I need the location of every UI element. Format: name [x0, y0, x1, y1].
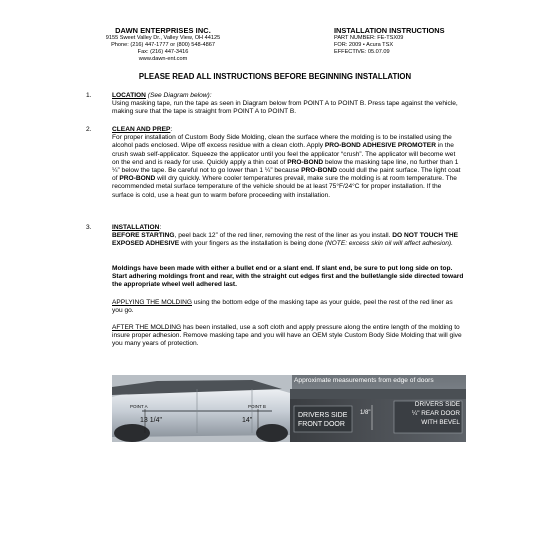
main-title: PLEASE READ ALL INSTRUCTIONS BEFORE BEGINNING INSTALLATION: [138, 72, 412, 81]
installation-diagram: [112, 375, 466, 442]
front-door-measure: 1/8": [360, 410, 371, 416]
moldings-note: Moldings have been made with either a bullet end or a slant end. If slant end, be sure to put long side on top. Start adhering moldings front and rear, with the straight cut edges first and the bullet/angle side directed toward the appropriate wheel well adhered last.: [112, 265, 464, 289]
company-phone: Phone: (216) 447-1777 or (800) 548-4867: [111, 42, 215, 48]
point-b-label: POINT B: [248, 404, 266, 409]
diagram-caption: Approximate measurements from edge of doors: [294, 377, 434, 384]
section-number: 3.: [86, 224, 92, 231]
section-body: Using masking tape, run the tape as seen in Diagram below from POINT A to POINT B. Press tape against the vehicle, making sure that the tape is straight from POINT A to POINT B.: [112, 100, 458, 116]
section-body: BEFORE STARTING, peel back 12” of the red liner, removing the rest of the liner as you install. DO NOT TOUCH THE EXPOSED ADHESIVE with your fingers as the installation is being done (NOTE: excess skin oil will affect adhesion).: [112, 232, 459, 248]
point-a-label: POINT A: [130, 404, 148, 409]
company-fax: Fax: (216) 447-3416: [137, 49, 189, 55]
section-heading: INSTALLATION: [112, 224, 160, 231]
after-paragraph: AFTER THE MOLDING has been installed, use a soft cloth and apply pressure along the entire length of the molding to insure proper adhesion. Remove masking tape and you will have an OEM style Custom Body Side Molding that will give you many years of protection.: [112, 324, 462, 348]
section-heading-note: (See Diagram below):: [147, 92, 212, 99]
section-clean-prep: 2. CLEAN AND PREP: For proper installation of Custom Body Side Molding, clean the surface where the molding is to be installed using the alcohol pads enclosed. Wipe off excess residue with a clean cloth. Apply PRO-BOND ADHESIVE PROMOTER in the crush swab self-applicator. Squeeze the applicator until you feel the applicator “crush”. The applicator will become wet on the end and is ready for use. Quickly apply a thin coat of PRO-BOND below the masking tape line, no further than 1 ¼” below the tape. Be careful not to go lower than 1 ¼” because PRO-BOND could dull the paint surface. The light coat of PRO-BOND will dry quickly. Where cooler temperatures prevail, make sure the molding is at room temperature. The recommended metal surface temperature of the vehicle should be at least 75°F/24°C for proper installation. If the surface is cold, use a heat gun to warm before proceeding with installation.: [86, 126, 461, 199]
company-address: 9155 Sweet Valley Dr., Valley View, OH 44125: [105, 35, 221, 41]
company-name: DAWN ENTERPRISES INC.: [115, 26, 211, 35]
section-heading: CLEAN AND PREP: [112, 126, 171, 133]
rear-measurement: 14": [242, 417, 253, 424]
doc-title: INSTALLATION INSTRUCTIONS: [334, 26, 445, 35]
header-left: [88, 26, 238, 63]
company-web[interactable]: www.dawn-ent.com: [138, 56, 188, 62]
section-installation: 3. INSTALLATION: BEFORE STARTING, peel back 12” of the red liner, removing the rest of the liner as you install. DO NOT TOUCH THE EXPOSED ADHESIVE with your fingers as the installation is being done (NOTE: excess skin oil will affect adhesion).: [86, 224, 459, 248]
section-number: 1.: [86, 92, 92, 99]
header-right: [334, 26, 494, 56]
effective-date: EFFECTIVE: 05.07.09: [334, 49, 390, 55]
front-door-label: DRIVERS SIDE FRONT DOOR: [298, 412, 348, 428]
section-number: 2.: [86, 126, 92, 133]
applying-paragraph: APPLYING THE MOLDING using the bottom edge of the masking tape as your guide, peel the rest of the red liner as you go.: [112, 299, 453, 315]
part-number: PART NUMBER: FE-TSX09: [334, 35, 404, 41]
section-body: For proper installation of Custom Body Side Molding, clean the surface where the molding is to be installed using the alcohol pads enclosed. Wipe off excess residue with a clean cloth. Apply PRO-BOND ADHESIVE PROMOTER in the crush swab self-applicator. Squeeze the applicator until you feel the applicator “crush”. The applicator will become wet on the end and is ready for use. Quickly apply a thin coat of PRO-BOND below the masking tape line, no further than 1 ¼” below the tape. Be careful not to go lower than 1 ¼” because PRO-BOND could dull the paint surface. The light coat of PRO-BOND will dry quickly. Where cooler temperatures prevail, make sure the molding is at room temperature. The recommended metal surface temperature of the vehicle should be at least 75°F/24°C for proper installation. If the surface is cold, use a heat gun to warm before proceeding with installation.: [112, 134, 461, 199]
front-measurement: 13 1/4": [140, 417, 162, 424]
section-heading: LOCATION: [112, 92, 146, 99]
section-location: [86, 92, 464, 117]
vehicle-fit: FOR: 2009 • Acura TSX: [334, 42, 394, 48]
rear-door-label: DRIVERS SIDE ¼" REAR DOOR WITH BEVEL: [411, 401, 460, 426]
